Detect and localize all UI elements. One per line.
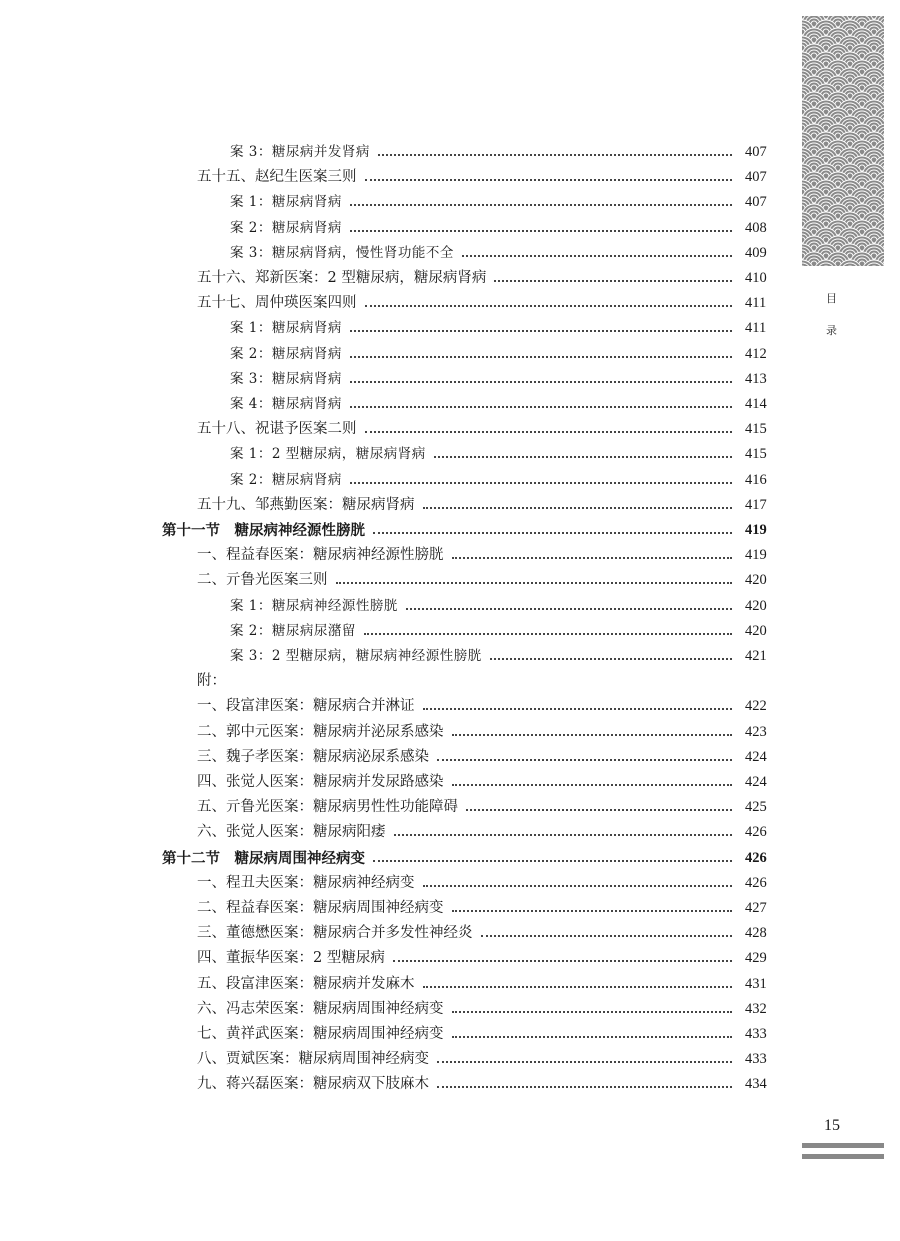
toc-entry-page: 434 [745, 1076, 767, 1093]
dot-leader [437, 1060, 732, 1063]
toc-entry-title: 案 3：糖尿病肾病 [230, 370, 342, 387]
toc-entry-title: 五、段富津医案：糖尿病并发麻木 [197, 975, 415, 992]
toc-entry-title: 六、冯志荣医案：糖尿病周围神经病变 [197, 1000, 444, 1017]
dot-leader [452, 783, 733, 786]
toc-entry-page: 423 [745, 723, 767, 740]
dot-leader [350, 380, 732, 383]
toc-entry-page: 426 [745, 849, 767, 866]
toc-entry-page: 424 [745, 774, 767, 790]
toc-entry[interactable] [0, 568, 900, 593]
toc-entry[interactable] [0, 543, 900, 568]
toc-entry-title: 八、贾斌医案：糖尿病周围神经病变 [197, 1051, 429, 1068]
toc-entry[interactable] [0, 720, 900, 745]
toc-entry-title: 案 3：糖尿病并发肾病 [230, 144, 370, 160]
toc-case-entry[interactable] [0, 619, 900, 644]
dot-leader [466, 808, 732, 811]
toc-entry-page: 415 [745, 446, 767, 463]
dot-leader [452, 1010, 733, 1013]
toc-entry-title: 二、亓鲁光医案三则 [197, 572, 328, 589]
dot-leader [350, 329, 732, 332]
toc-entry-title: 七、黄祥武医案：糖尿病周围神经病变 [197, 1026, 444, 1042]
toc-case-entry[interactable] [0, 594, 900, 619]
toc-entry-page: 414 [745, 396, 767, 412]
toc-entry-page: 421 [745, 648, 767, 664]
dot-leader [452, 733, 733, 736]
toc-entry[interactable] [0, 1072, 900, 1097]
toc-entry-title: 案 1：糖尿病肾病 [230, 194, 342, 211]
toc-entry[interactable] [0, 266, 900, 291]
toc-entry-page: 425 [745, 799, 767, 816]
toc-entry-title: 案 3：2 型糖尿病，糖尿病神经源性膀胱 [230, 648, 482, 664]
page-number: 15 [824, 1117, 840, 1134]
toc-entry[interactable] [0, 165, 900, 190]
toc-entry[interactable] [0, 1022, 900, 1047]
dot-leader [350, 203, 732, 206]
side-label-mu: 目 [826, 292, 837, 305]
toc-entry-title: 案 3：糖尿病肾病，慢性肾功能不全 [230, 244, 454, 261]
toc-entry-page: 407 [745, 169, 767, 186]
toc-entry-page: 411 [745, 320, 767, 337]
toc-entry[interactable] [0, 820, 900, 845]
dot-leader [437, 758, 732, 761]
dot-leader [434, 455, 732, 458]
toc-case-entry[interactable] [0, 216, 900, 241]
toc-entry[interactable] [0, 896, 900, 921]
toc-entry-page: 420 [745, 572, 767, 589]
toc-entry-page: 424 [745, 748, 767, 765]
toc-case-entry[interactable] [0, 342, 900, 367]
toc-entry-title: 三、魏子孝医案：糖尿病泌尿系感染 [197, 748, 429, 765]
dot-leader [336, 581, 733, 584]
toc-entry-title: 九、蒋兴磊医案：糖尿病双下肢麻木 [197, 1076, 429, 1093]
toc-entry-page: 433 [745, 1026, 767, 1042]
toc-entry-title: 五十八、祝谌予医案二则 [197, 421, 357, 438]
dot-leader [350, 481, 732, 484]
toc-entry-page: 420 [745, 597, 767, 614]
toc-entry-page: 415 [745, 421, 767, 438]
toc-entry-title: 一、程益春医案：糖尿病神经源性膀胱 [197, 547, 444, 564]
toc-entry[interactable] [0, 946, 900, 971]
dot-leader [393, 959, 732, 962]
toc-case-entry[interactable] [0, 644, 900, 669]
dot-leader [350, 229, 732, 232]
toc-entry-title: 四、张觉人医案：糖尿病并发尿路感染 [197, 774, 444, 790]
toc-case-entry[interactable] [0, 442, 900, 467]
dot-leader [423, 506, 733, 509]
toc-entry-title: 一、程丑夫医案：糖尿病神经病变 [197, 874, 415, 891]
dot-leader [364, 632, 732, 635]
toc-entry-page: 431 [745, 975, 767, 992]
dot-leader [462, 254, 732, 257]
toc-case-entry[interactable] [0, 392, 900, 417]
toc-entry-page: 417 [745, 496, 767, 513]
dot-leader [394, 833, 733, 836]
toc-entry-page: 419 [745, 547, 767, 564]
footer-bar-bottom [802, 1154, 884, 1159]
dot-leader [350, 355, 732, 358]
toc-entry[interactable] [0, 921, 900, 946]
toc-entry-page: 407 [745, 144, 767, 160]
dot-leader [373, 859, 732, 862]
toc-entry-page: 420 [745, 622, 767, 639]
toc-section-entry[interactable] [0, 518, 900, 543]
toc-entry-title: 五十五、赵纪生医案三则 [197, 169, 357, 186]
toc-entry[interactable] [0, 871, 900, 896]
toc-entry-title: 四、董振华医案：2 型糖尿病 [197, 950, 385, 967]
toc-entry[interactable] [0, 291, 900, 316]
dot-leader [452, 1035, 733, 1038]
toc-entry-page: 419 [745, 522, 767, 538]
dot-leader [423, 707, 733, 710]
dot-leader [365, 178, 733, 181]
toc-case-entry[interactable] [0, 140, 900, 165]
toc-entry-title: 案 2：糖尿病肾病 [230, 471, 342, 488]
toc-entry-page: 407 [745, 194, 767, 211]
toc-entry-page: 433 [745, 1051, 767, 1068]
toc-entry[interactable] [0, 669, 900, 694]
toc-entry-title: 六、张觉人医案：糖尿病阳痿 [197, 824, 386, 841]
toc-section-entry[interactable] [0, 846, 900, 871]
toc-entry-page: 408 [745, 219, 767, 236]
toc-entry-page: 410 [745, 270, 767, 286]
toc-entry-page: 422 [745, 698, 767, 715]
toc-entry-title: 五十六、郑新医案：2 型糖尿病，糖尿病肾病 [197, 270, 487, 286]
dot-leader [452, 909, 733, 912]
dot-leader [423, 985, 733, 988]
toc-entry-title: 第十二节 糖尿病周围神经病变 [162, 849, 365, 867]
toc-entry[interactable] [0, 1047, 900, 1072]
toc-entry-page: 427 [745, 900, 767, 916]
toc-entry-title: 五十七、周仲瑛医案四则 [197, 295, 357, 312]
toc-entry[interactable] [0, 972, 900, 997]
toc-entry-title: 一、段富津医案：糖尿病合并淋证 [197, 698, 415, 715]
toc-entry[interactable] [0, 745, 900, 770]
toc-case-entry[interactable] [0, 367, 900, 392]
toc-entry-page: 411 [745, 295, 767, 312]
dot-leader [378, 153, 732, 156]
toc-entry-title: 二、程益春医案：糖尿病周围神经病变 [197, 900, 444, 916]
dot-leader [406, 607, 732, 610]
toc-case-entry[interactable] [0, 190, 900, 215]
toc-entry-title: 三、董德懋医案：糖尿病合并多发性神经炎 [197, 925, 473, 942]
toc-entry-title: 案 2：糖尿病尿潴留 [230, 622, 356, 639]
toc-entry-title: 五十九、邹燕勤医案：糖尿病肾病 [197, 496, 415, 513]
toc-entry-title: 二、郭中元医案：糖尿病并泌尿系感染 [197, 723, 444, 740]
side-label-lu: 录 [826, 324, 837, 337]
toc-entry-page: 409 [745, 244, 767, 261]
toc-entry[interactable] [0, 694, 900, 719]
footer-bar-top [802, 1143, 884, 1148]
toc-entry-page: 413 [745, 370, 767, 387]
toc-case-entry[interactable] [0, 241, 900, 266]
toc-entry-page: 412 [745, 345, 767, 362]
toc-case-entry[interactable] [0, 316, 900, 341]
toc-entry-page: 426 [745, 874, 767, 891]
toc-case-entry[interactable] [0, 468, 900, 493]
dot-leader [452, 556, 733, 559]
toc-entry-title: 案 4：糖尿病肾病 [230, 396, 342, 412]
toc-entry-title: 五、亓鲁光医案：糖尿病男性性功能障碍 [197, 799, 458, 816]
dot-leader [365, 304, 733, 307]
dot-leader [481, 934, 733, 937]
toc-entry-page: 429 [745, 950, 767, 967]
toc-entry-title: 案 1：2 型糖尿病，糖尿病肾病 [230, 446, 426, 463]
toc-entry-page: 426 [745, 824, 767, 841]
dot-leader [365, 430, 733, 433]
toc-entry[interactable] [0, 417, 900, 442]
toc-entry-title: 案 1：糖尿病神经源性膀胱 [230, 597, 398, 614]
dot-leader [423, 884, 733, 887]
toc-entry-page: 432 [745, 1000, 767, 1017]
toc-entry-page: 416 [745, 471, 767, 488]
toc-entry[interactable] [0, 795, 900, 820]
toc-entry-title: 第十一节 糖尿病神经源性膀胱 [162, 522, 365, 539]
toc-entry-page: 428 [745, 925, 767, 942]
toc-entry-title: 案 1：糖尿病肾病 [230, 320, 342, 337]
dot-leader [437, 1085, 732, 1088]
dot-leader [373, 531, 732, 534]
toc-entry[interactable] [0, 493, 900, 518]
dot-leader [494, 279, 732, 282]
toc-entry[interactable] [0, 997, 900, 1022]
toc-entry-title: 附： [197, 673, 226, 690]
dot-leader [490, 657, 732, 660]
dot-leader [350, 405, 732, 408]
toc-entry-title: 案 2：糖尿病肾病 [230, 345, 342, 362]
toc-entry-title: 案 2：糖尿病肾病 [230, 219, 342, 236]
toc-entry[interactable] [0, 770, 900, 795]
